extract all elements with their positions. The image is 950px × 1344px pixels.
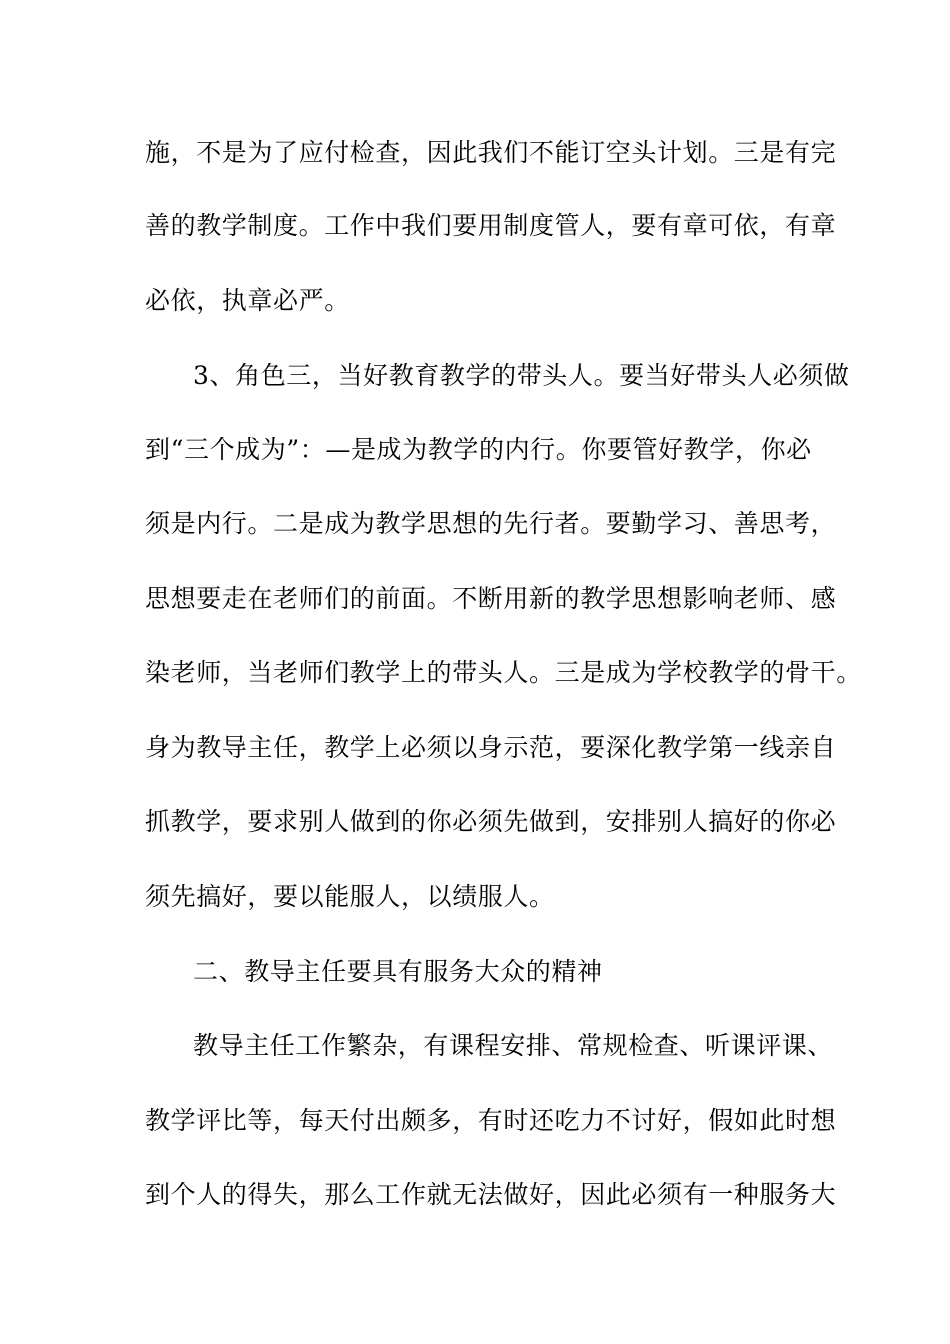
text-line: 必依，执章必严。 [145,286,350,315]
text-line: 到个人的得失，那么工作就无法做好，因此必须有一种服务大 [145,1180,837,1209]
text-line: 染老师，当老师们教学上的带头人。三是成为学校教学的骨干。 [145,658,862,687]
paragraph-start-line: 3、角色三，当好教育教学的带头人。要当好带头人必须做 [193,361,850,390]
text-line: 善的教学制度。工作中我们要用制度管人，要有章可依，有章 [145,211,837,240]
paragraph-start-line: 教导主任工作繁杂，有课程安排、常规检查、听课评课、 [193,1031,834,1060]
text-line: 须是内行。二是成为教学思想的先行者。要勤学习、善思考， [145,509,837,538]
text-line: 身为教导主任，教学上必须以身示范，要深化教学第一线亲自 [145,733,837,762]
text-line: 须先搞好，要以能服人，以绩服人。 [145,882,555,911]
text-line: 教学评比等，每天付出颇多，有时还吃力不讨好，假如此时想 [145,1106,837,1135]
text-line: 抓教学，要求别人做到的你必须先做到，安排别人搞好的你必 [145,807,837,836]
text-line: 施，不是为了应付检查，因此我们不能订空头计划。三是有完 [145,138,837,167]
text-line: 思想要走在老师们的前面。不断用新的教学思想影响老师、感 [145,584,837,613]
text-line: 到“三个成为”：—是成为教学的内行。你要管好教学，你必 [145,435,812,464]
section-heading: 二、教导主任要具有服务大众的精神 [193,957,603,986]
